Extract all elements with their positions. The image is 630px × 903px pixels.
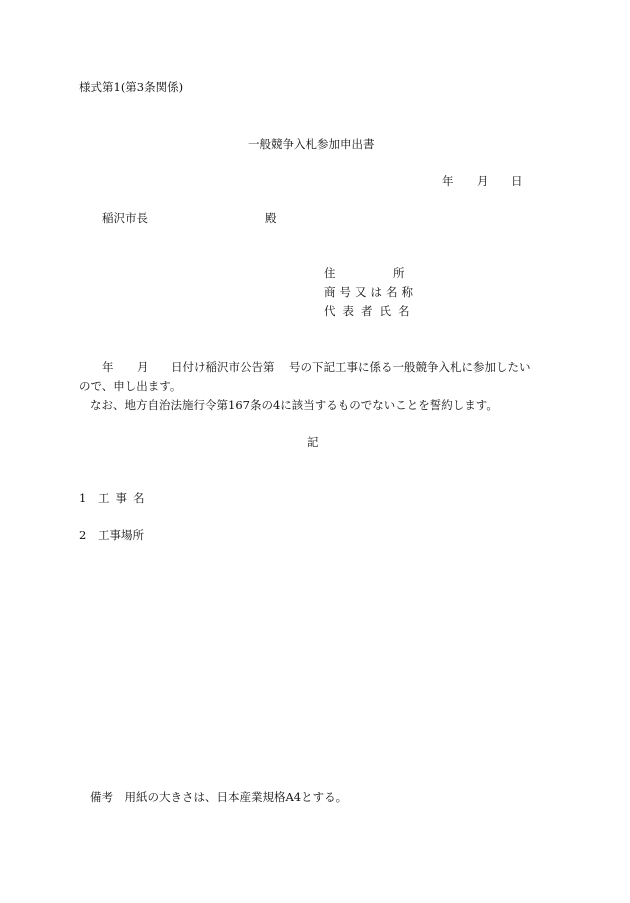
ki-heading: 記 — [307, 435, 319, 449]
body-pledge: なお、地方自治法施行令第167条の4に該当するものでないことを誓約します。 — [90, 398, 498, 412]
date-month: 月 — [477, 174, 489, 188]
form-number: 様式第1(第3条関係) — [79, 80, 184, 94]
company-name-label: 商号又は名称 — [324, 285, 417, 299]
body-line-2: ので、申し出ます。 — [79, 379, 182, 393]
representative-name-label: 代表者氏名 — [324, 304, 417, 318]
footnote: 備考 用紙の大きさは、日本産業規格A4とする。 — [90, 790, 348, 804]
body-request-text: 号の下記工事に係る一般競争入札に参加したい — [289, 360, 531, 374]
item-number: 2 — [79, 528, 87, 542]
item-label-construction-site: 工事場所 — [98, 528, 144, 542]
address-label-first: 住 — [324, 266, 336, 280]
item-label-construction-name: 工事名 — [98, 491, 151, 505]
body-year: 年 — [102, 360, 114, 374]
addressee-mayor: 稲沢市長 — [102, 211, 148, 225]
address-label-second: 所 — [393, 266, 405, 280]
date-year: 年 — [442, 174, 454, 188]
item-number: 1 — [79, 491, 87, 505]
body-month: 月 — [137, 360, 149, 374]
date-day: 日 — [511, 174, 523, 188]
addressee-honorific: 殿 — [265, 211, 277, 225]
document-title: 一般競争入札参加申出書 — [248, 137, 375, 151]
body-notice-ref: 日付け稲沢市公告第 — [171, 360, 275, 374]
